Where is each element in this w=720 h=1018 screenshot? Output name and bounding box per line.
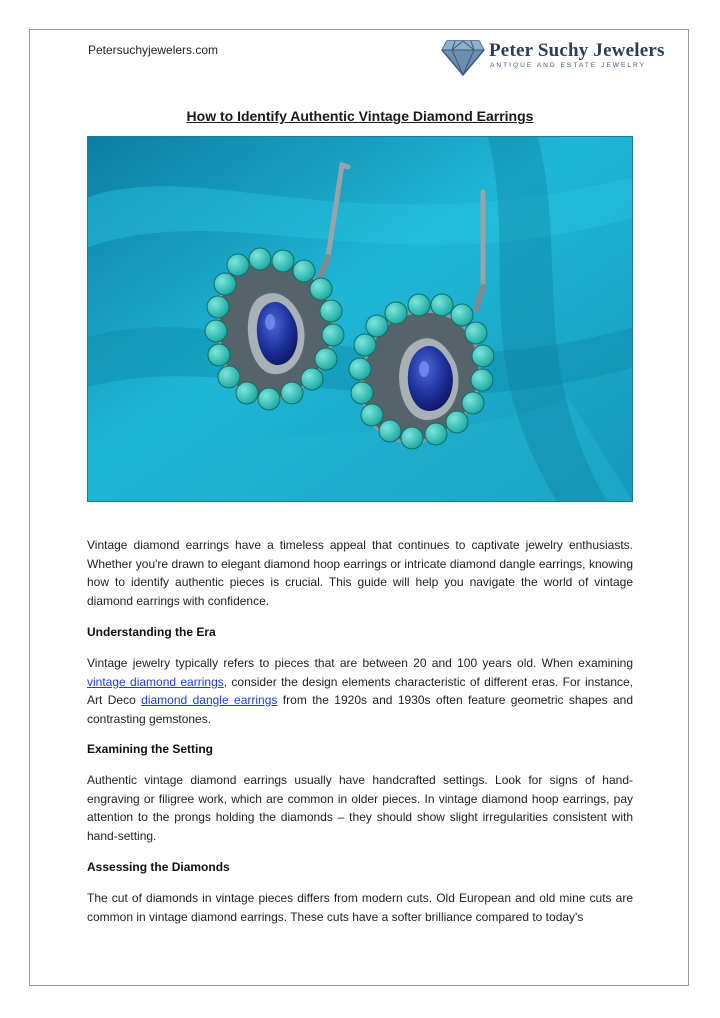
section-heading-era: Understanding the Era — [87, 625, 216, 639]
era-text-3: from the 1920s and 1930s often feature geometric shapes and contrasting gemstones. — [87, 693, 634, 726]
setting-paragraph: Authentic vintage diamond earrings usually have handcrafted settings. Look for signs of hand-engraving or filigree work, which are common in older pieces. In vintage diamond hoop earrings, pay attention to the prongs holding the diamonds – they should show slight irregularities consistent with hand-setting. — [87, 773, 633, 843]
logo-tagline: ANTIQUE AND ESTATE JEWELRY — [490, 62, 647, 69]
turquoise-lapis-earrings-icon — [88, 137, 633, 502]
logo-name: Peter Suchy Jewelers — [489, 40, 665, 61]
document-title: How to Identify Authentic Vintage Diamond Earrings — [186, 108, 534, 124]
intro-paragraph: Vintage diamond earrings have a timeless appeal that continues to captivate jewelry enthusiasts. Whether you're drawn to elegant diamond hoop earrings or intricate diamond dangle earrings, knowing how to identify authentic pieces is crucial. This guide will help you navigate the world of vintage diamond earrings with confidence. — [87, 538, 633, 608]
diamonds-paragraph: The cut of diamonds in vintage pieces differs from modern cuts. Old European and old mine cuts are common in vintage diamond earrings. These cuts have a softer brilliance compared to today's — [87, 891, 633, 924]
diamond-logo-icon — [441, 39, 485, 77]
section-heading-diamonds: Assessing the Diamonds — [87, 860, 230, 874]
site-url: Petersuchyjewelers.com — [88, 43, 219, 57]
era-text-1: Vintage jewelry typically refers to pieces that are between 20 and 100 years old. When examining — [87, 656, 633, 670]
link-vintage-diamond-earrings[interactable]: vintage diamond earrings — [87, 674, 224, 689]
section-heading-setting: Examining the Setting — [87, 742, 214, 756]
era-paragraph — [87, 654, 633, 728]
era-text-2: , consider the design elements characteristic of different eras. For instance, Art Deco — [87, 674, 634, 707]
hero-image — [87, 136, 633, 502]
company-logo[interactable] — [441, 38, 665, 78]
link-diamond-dangle-earrings[interactable]: diamond dangle earrings — [141, 693, 278, 707]
